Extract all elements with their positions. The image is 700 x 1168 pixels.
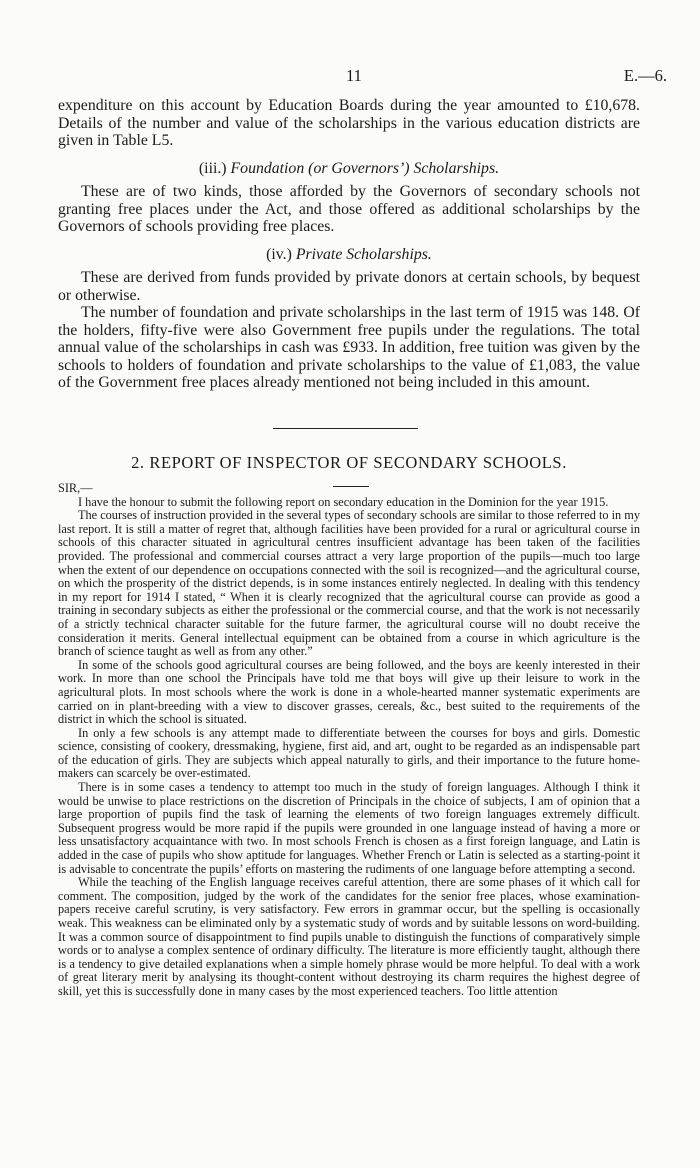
report-title: 2. REPORT OF INSPECTOR OF SECONDARY SCHOOLS. <box>131 453 567 472</box>
scholarships-section <box>58 97 640 392</box>
page-number: 11 <box>346 66 362 85</box>
heading-title: Foundation (or Governors’) Scholarships. <box>230 159 500 177</box>
report-paragraph: In only a few schools is any attempt made to differentiate between the courses for boys and girls. Domestic science, consisting of cookery, dressmaking, hygiene, first aid, and art, ought to be regarded as an indispensable part of the education of girls. They are subjects which appeal naturally to girls, and their importance to the future home-makers can scarcely be over-estimated. <box>58 725 640 781</box>
report-body <box>58 482 640 999</box>
paragraph-private: These are derived from funds provided by private donors at certain schools, by bequest or otherwise. <box>58 269 640 304</box>
report-paragraph: The courses of instruction provided in the several types of secondary schools are similar to those referred to in my last report. It is still a matter of regret that, although facilities have been provided for a rural or agricultural course in schools of this character situated in agricultural centres insufficient advantage has been taken of the facilities provided. The professional and commercial courses attract a very large proportion of the pupils—much too large when the extent of our dependence on occupations connected with the soil is recognized—and the agricultural course, on which the prosperity of the district depends, is in some instances entirely neglected. In dealing with this tendency in my report for 1914 I stated, “ When it is clearly recognized that the agricultural course can provide as good a training in secondary subjects as either the professional or the commercial course, and that the work is not necessarily of a strictly technical character suitable for the future farmer, the agricultural course will no doubt receive the consideration it merits. General intellectual equipment can be obtained from a course in which agriculture is the branch of science taught as well as from any other.” <box>58 508 640 659</box>
report-paragraph: While the teaching of the English language receives careful attention, there are some phases of it which call for comment. The composition, judged by the work of the candidates for the senior free places, whose examination-papers receive careful scrutiny, is very satisfactory. Few errors in grammar occur, but the spelling is occasionally weak. This weakness can be eliminated only by a systematic study of words and by suitable lessons on word-building. It was a common source of disappointment to find pupils unable to distinguish the functions of comparatively simple words or to analyse a complex sentence of ordinary difficulty. The literature is more efficiently taught, although there is a tendency to give detailed explanations when a simple homely phrase would be more helpful. To deal with a work of great literary merit by analysing its thought-content without destroying its charm requires the highest degree of skill, yet this is successfully done in many cases by the most experienced teachers. Too little attention <box>58 875 640 998</box>
paragraph-number-of-scholarships: The number of foundation and private scholarships in the last term of 1915 was 148. Of the holders, fifty-five were also Government free pupils under the regulations. The total annual value of the scholarships in cash was £933. In addition, free tuition was given by the schools to holders of foundation and private scholarships to the value of £1,083, the value of the Government free places already mentioned not being included in this amount. <box>58 304 640 391</box>
salutation: SIR,— <box>58 481 93 495</box>
section-divider <box>273 428 418 429</box>
document-reference: E.—6. <box>623 66 667 85</box>
heading-private-scholarships <box>58 246 640 264</box>
report-paragraph: In some of the schools good agricultural courses are being followed, and the boys are keenly interested in their work. In more than one school the Principals have told me that boys will give up their leisure to work in the agricultural plots. In most schools where the work is done in a whole-hearted manner systematic experiments are carried on in plant-breeding with a view to discover grasses, cereals, &c., best suited to the requirements of the district in which the school is situated. <box>58 657 640 727</box>
heading-foundation-scholarships <box>58 160 640 178</box>
heading-numeral: (iii.) <box>198 159 227 177</box>
heading-numeral: (iv.) <box>266 245 292 263</box>
paragraph-expenditure: expenditure on this account by Education Boards during the year amounted to £10,678. Details of the number and value of the scholarships in the various education districts are given in Table L5. <box>58 97 640 149</box>
report-paragraph: I have the honour to submit the following report on secondary education in the Dominion for the year 1915. <box>78 494 609 509</box>
paragraph-foundation: These are of two kinds, those afforded by the Governors of secondary schools not granting free places under the Act, and those offered as additional scholarships by the Governors of schools providing free places. <box>58 183 640 235</box>
heading-title: Private Scholarships. <box>295 245 432 263</box>
report-paragraph: There is in some cases a tendency to attempt too much in the study of foreign languages. Although I think it would be unwise to place restrictions on the discretion of Principals in the choice of subjects, I am of opinion that a large proportion of pupils find the task of learning the elements of two foreign languages extremely difficult. Subsequent progress would be more rapid if the pupils were grounded in one language instead of having a more or less unsatisfactory acquaintance with two. In most schools French is chosen as a first foreign language, and Latin is added in the case of pupils who show aptitude for languages. Whether French or Latin is selected as a starting-point it is advisable to concentrate the pupils’ efforts on mastering the rudiments of one language before attempting a second. <box>58 780 640 876</box>
